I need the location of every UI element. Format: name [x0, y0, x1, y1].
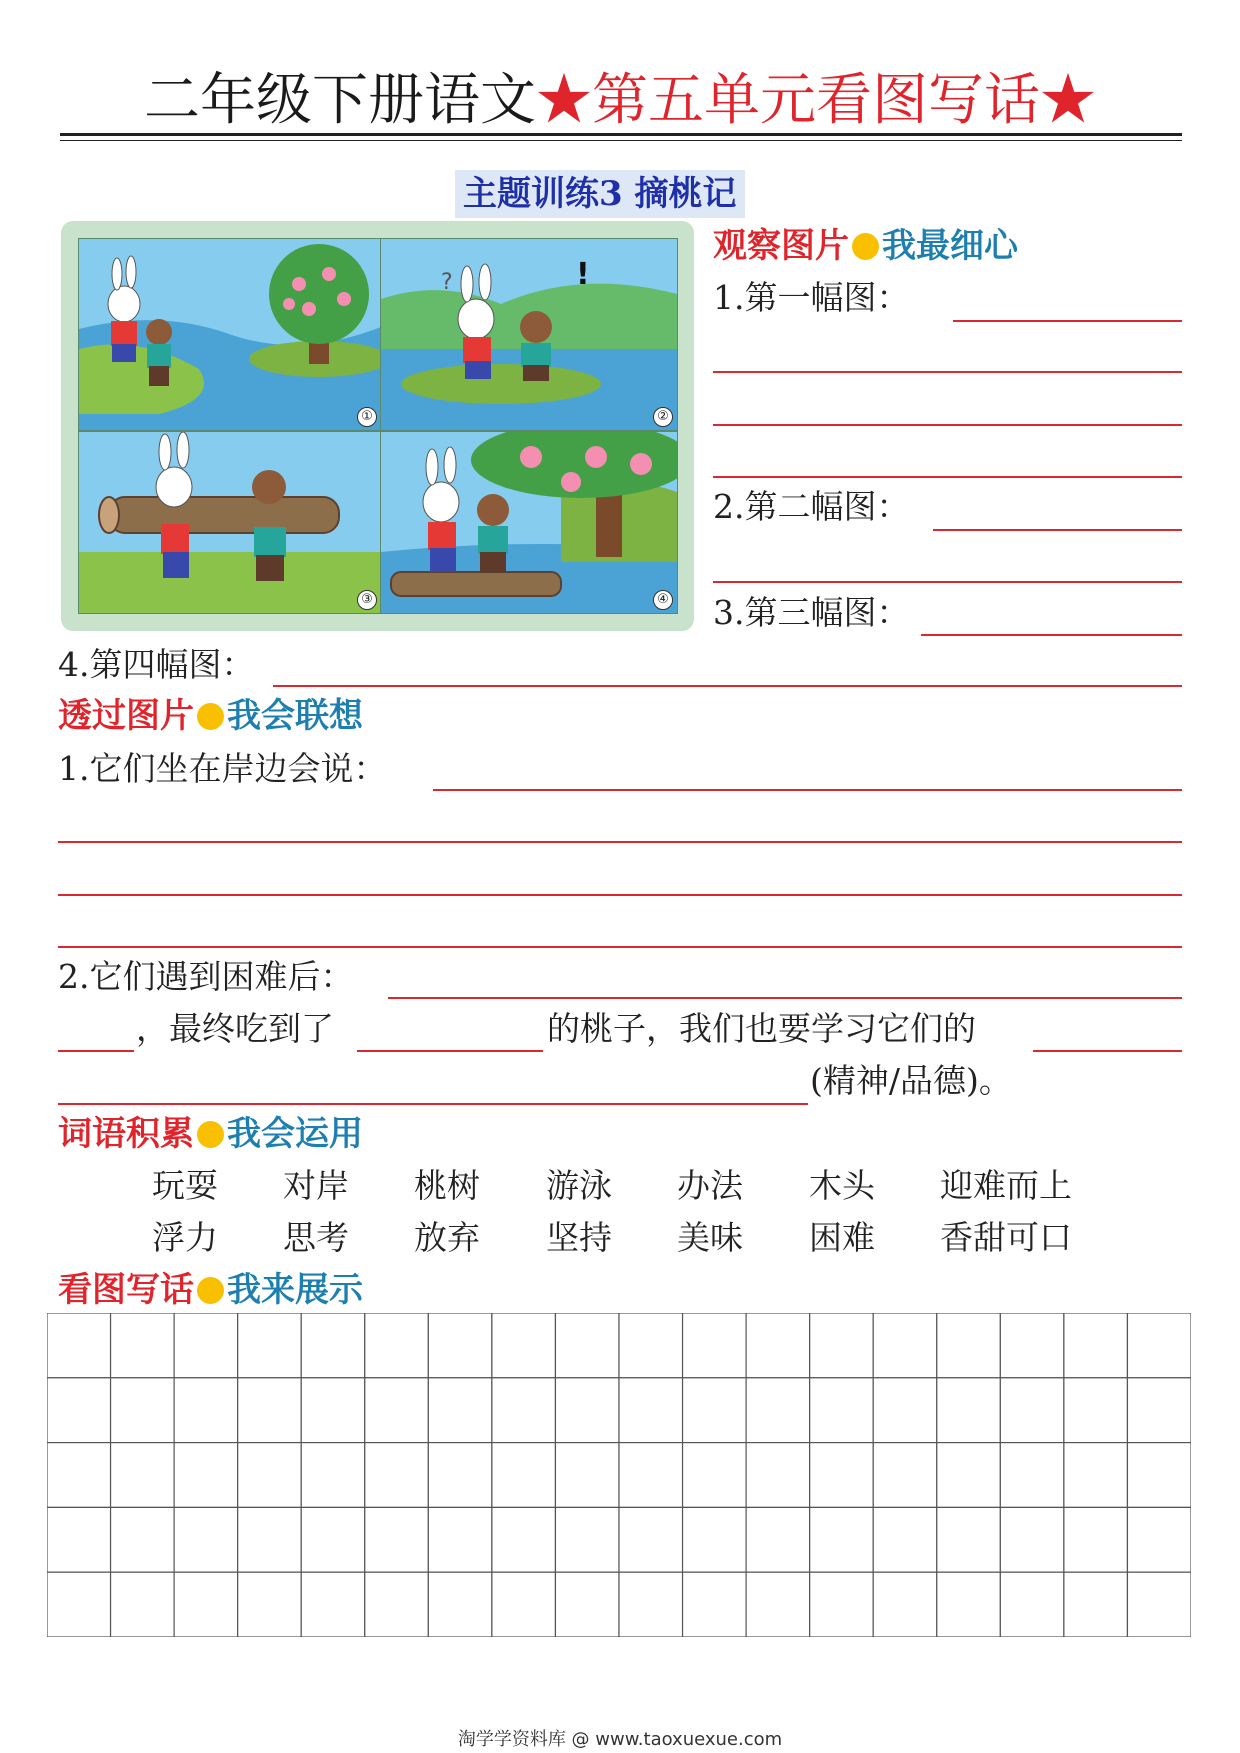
yellow-dot-icon: [852, 233, 879, 260]
grid-cell[interactable]: [746, 1507, 810, 1572]
word-item: 美味: [677, 1218, 743, 1257]
answer-line-q2a[interactable]: [388, 997, 1182, 999]
observe-item-2: 2.第二幅图：: [713, 487, 910, 526]
comic-panel-3-art: [79, 432, 381, 613]
grid-cell[interactable]: [555, 1507, 619, 1572]
grid-cell[interactable]: [873, 1313, 937, 1378]
grid-cell[interactable]: [428, 1507, 492, 1572]
words-heading-blue: 我会运用: [227, 1114, 363, 1154]
comic-panel-2: [380, 238, 678, 431]
grid-cell[interactable]: [492, 1378, 556, 1443]
grid-cell[interactable]: [619, 1572, 683, 1637]
word-item: 对岸: [283, 1166, 349, 1205]
word-item: 坚持: [546, 1218, 612, 1257]
blank-2[interactable]: [357, 1050, 543, 1052]
grid-cell[interactable]: [365, 1378, 429, 1443]
blank-3[interactable]: [1033, 1050, 1182, 1052]
grid-cell[interactable]: [937, 1313, 1001, 1378]
grid-cell[interactable]: [746, 1313, 810, 1378]
word-item: 办法: [677, 1166, 743, 1205]
grid-cell[interactable]: [1000, 1572, 1064, 1637]
grid-cell[interactable]: [1064, 1313, 1128, 1378]
comic-panel-4: [380, 431, 678, 614]
grid-cell[interactable]: [238, 1378, 302, 1443]
grid-cell[interactable]: [238, 1443, 302, 1508]
comic-strip: [61, 221, 694, 631]
grid-cell[interactable]: [619, 1507, 683, 1572]
grid-cell[interactable]: [810, 1572, 874, 1637]
answer-line-3[interactable]: [921, 634, 1182, 636]
grid-cell[interactable]: [428, 1443, 492, 1508]
grid-cell[interactable]: [238, 1572, 302, 1637]
answer-line-2a[interactable]: [933, 529, 1182, 531]
grid-cell[interactable]: [47, 1507, 111, 1572]
grid-cell[interactable]: [619, 1313, 683, 1378]
fill-text-c: (精神/品德)。: [810, 1061, 1012, 1100]
subtitle-banner: 主题训练3 摘桃记: [455, 170, 745, 218]
yellow-dot-icon: [197, 1277, 224, 1304]
grid-cell[interactable]: [810, 1313, 874, 1378]
imagine-question-2: 2.它们遇到困难后：: [58, 957, 354, 996]
grid-cell[interactable]: [1000, 1507, 1064, 1572]
panel-number-4: ④: [653, 590, 673, 610]
grid-cell[interactable]: [365, 1507, 429, 1572]
word-item: 放弃: [414, 1218, 480, 1257]
grid-cell[interactable]: [555, 1378, 619, 1443]
grid-cell[interactable]: [873, 1507, 937, 1572]
grid-cell[interactable]: [619, 1443, 683, 1508]
grid-cell[interactable]: [301, 1443, 365, 1508]
words-heading: [58, 1112, 363, 1156]
imagine-heading-blue: 我会联想: [227, 696, 363, 736]
observe-item-3: 3.第三幅图：: [713, 593, 910, 632]
grid-cell[interactable]: [937, 1507, 1001, 1572]
answer-line-1b[interactable]: [713, 371, 1182, 373]
grid-cell[interactable]: [111, 1572, 175, 1637]
grid-cell[interactable]: [937, 1443, 1001, 1508]
imagine-heading-red: 透过图片: [58, 696, 194, 736]
grid-cell[interactable]: [683, 1507, 747, 1572]
yellow-dot-icon: [197, 703, 224, 730]
grid-cell[interactable]: [1127, 1443, 1191, 1508]
answer-line-4[interactable]: [273, 685, 1182, 687]
imagine-heading: [58, 694, 363, 738]
grid-cell[interactable]: [492, 1507, 556, 1572]
grid-cell[interactable]: [47, 1572, 111, 1637]
observe-heading: [713, 224, 1018, 268]
answer-line-q1d[interactable]: [58, 946, 1182, 948]
answer-line-1d[interactable]: [713, 476, 1182, 478]
comic-panel-2-art: [381, 239, 677, 430]
fill-text-a: ，最终吃到了: [136, 1009, 334, 1048]
grid-cell[interactable]: [492, 1313, 556, 1378]
grid-cell[interactable]: [619, 1378, 683, 1443]
grid-cell[interactable]: [301, 1507, 365, 1572]
grid-cell[interactable]: [492, 1443, 556, 1508]
word-item: 木头: [809, 1166, 875, 1205]
grid-cell[interactable]: [810, 1443, 874, 1508]
fill-text-b: 的桃子，我们也要学习它们的: [547, 1009, 976, 1048]
grid-cell[interactable]: [365, 1313, 429, 1378]
grid-cell[interactable]: [1064, 1507, 1128, 1572]
grid-cell[interactable]: [555, 1443, 619, 1508]
answer-line-q1a[interactable]: [433, 789, 1182, 791]
grid-cell[interactable]: [1127, 1313, 1191, 1378]
answer-line-1a[interactable]: [953, 320, 1182, 322]
grid-cell[interactable]: [937, 1572, 1001, 1637]
grid-cell[interactable]: [683, 1378, 747, 1443]
word-item: 困难: [809, 1218, 875, 1257]
word-item: 香甜可口: [940, 1218, 1072, 1257]
grid-cell[interactable]: [111, 1313, 175, 1378]
panel-number-1: ①: [357, 407, 377, 427]
grid-cell[interactable]: [873, 1443, 937, 1508]
grid-cell[interactable]: [683, 1443, 747, 1508]
grid-cell[interactable]: [937, 1378, 1001, 1443]
writing-grid[interactable]: [47, 1313, 1191, 1637]
grid-cell[interactable]: [683, 1313, 747, 1378]
grid-cell[interactable]: [1127, 1378, 1191, 1443]
question-mark-icon: ?: [441, 270, 453, 295]
observe-heading-red: 观察图片: [713, 226, 849, 266]
answer-line-q1c[interactable]: [58, 894, 1182, 896]
panel-number-3: ③: [357, 590, 377, 610]
grid-cell[interactable]: [1000, 1443, 1064, 1508]
grid-cell[interactable]: [47, 1443, 111, 1508]
answer-line-2b[interactable]: [713, 581, 1182, 583]
title-rule-thick: [60, 133, 1182, 136]
word-item: 迎难而上: [940, 1166, 1072, 1205]
grid-cell[interactable]: [365, 1443, 429, 1508]
title-unit: ★第五单元看图写话★: [536, 68, 1096, 133]
writing-heading: [58, 1268, 363, 1312]
word-item: 玩耍: [152, 1166, 218, 1205]
grid-cell[interactable]: [301, 1313, 365, 1378]
comic-panel-1-art: [79, 239, 381, 430]
grid-cell[interactable]: [301, 1572, 365, 1637]
grid-cell[interactable]: [238, 1507, 302, 1572]
word-item: 浮力: [152, 1218, 218, 1257]
grid-cell[interactable]: [1064, 1572, 1128, 1637]
word-item: 桃树: [414, 1166, 480, 1205]
grid-cell[interactable]: [746, 1443, 810, 1508]
grid-cell[interactable]: [174, 1507, 238, 1572]
grid-cell[interactable]: [810, 1507, 874, 1572]
yellow-dot-icon: [197, 1121, 224, 1148]
grid-cell[interactable]: [746, 1572, 810, 1637]
grid-cell[interactable]: [1127, 1572, 1191, 1637]
grid-cell[interactable]: [174, 1443, 238, 1508]
grid-cell[interactable]: [1000, 1313, 1064, 1378]
grid-cell[interactable]: [47, 1378, 111, 1443]
title-grade: 二年级下册语文: [144, 68, 536, 133]
grid-cell[interactable]: [683, 1572, 747, 1637]
grid-cell[interactable]: [174, 1572, 238, 1637]
grid-cell[interactable]: [111, 1507, 175, 1572]
word-item: 游泳: [546, 1166, 612, 1205]
grid-cell[interactable]: [492, 1572, 556, 1637]
observe-item-4: 4.第四幅图：: [58, 645, 255, 684]
grid-cell[interactable]: [555, 1313, 619, 1378]
blank-4[interactable]: [58, 1103, 808, 1105]
exclamation-icon: !: [576, 257, 590, 292]
comic-panel-3: [78, 431, 382, 614]
grid-cell[interactable]: [174, 1313, 238, 1378]
grid-cell[interactable]: [428, 1572, 492, 1637]
word-item: 思考: [283, 1218, 349, 1257]
grid-cell[interactable]: [1064, 1443, 1128, 1508]
grid-cell[interactable]: [301, 1378, 365, 1443]
grid-cell[interactable]: [111, 1443, 175, 1508]
grid-cell[interactable]: [428, 1378, 492, 1443]
grid-cell[interactable]: [174, 1378, 238, 1443]
observe-heading-blue: 我最细心: [882, 226, 1018, 266]
grid-cell[interactable]: [810, 1378, 874, 1443]
page-title: [0, 66, 1240, 136]
grid-cell[interactable]: [47, 1313, 111, 1378]
panel-number-2: ②: [653, 407, 673, 427]
comic-panel-1: [78, 238, 382, 431]
answer-line-q1b[interactable]: [58, 841, 1182, 843]
observe-item-1: 1.第一幅图：: [713, 278, 910, 317]
title-rule-thin: [60, 140, 1182, 141]
grid-cell[interactable]: [555, 1572, 619, 1637]
grid-cell[interactable]: [1000, 1378, 1064, 1443]
writing-heading-blue: 我来展示: [227, 1270, 363, 1310]
grid-cell[interactable]: [873, 1378, 937, 1443]
grid-cell[interactable]: [428, 1313, 492, 1378]
blank-1[interactable]: [58, 1050, 134, 1052]
answer-line-1c[interactable]: [713, 424, 1182, 426]
grid-cell[interactable]: [238, 1313, 302, 1378]
words-heading-red: 词语积累: [58, 1114, 194, 1154]
grid-cell[interactable]: [746, 1378, 810, 1443]
grid-cell[interactable]: [1064, 1378, 1128, 1443]
grid-cell[interactable]: [873, 1572, 937, 1637]
writing-heading-red: 看图写话: [58, 1270, 194, 1310]
comic-panel-4-art: [381, 432, 677, 613]
grid-cell[interactable]: [111, 1378, 175, 1443]
footer-watermark: 淘学学资料库 @ www.taoxuexue.com: [457, 1729, 783, 1750]
grid-cell[interactable]: [1127, 1507, 1191, 1572]
grid-cell[interactable]: [365, 1572, 429, 1637]
imagine-question-1: 1.它们坐在岸边会说：: [58, 749, 387, 788]
